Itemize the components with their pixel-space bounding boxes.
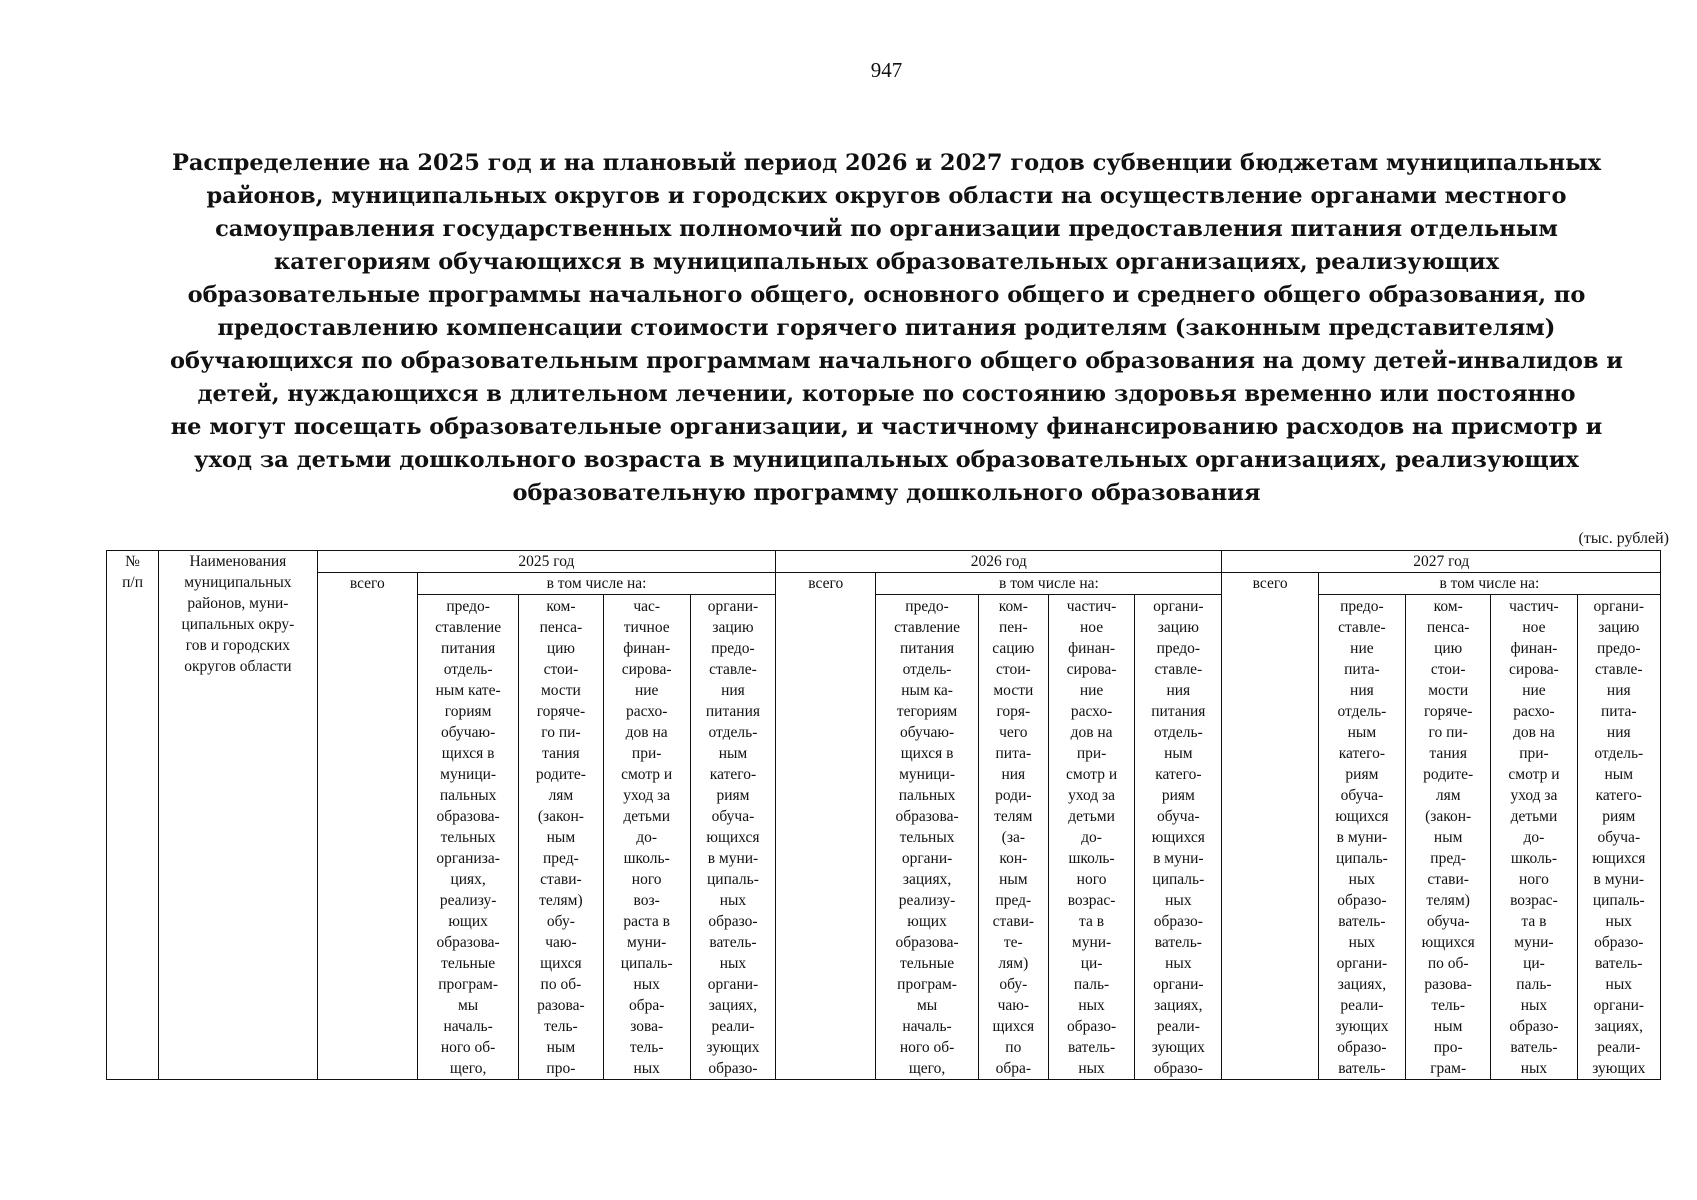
header-including-2025: в том числе на: — [417, 573, 775, 595]
header-year-2026: 2026 год — [776, 551, 1222, 573]
title-line: образовательные программы начального общего, основного общего и среднего общего образования, по — [187, 282, 1586, 308]
title-line: Распределение на 2025 год и на плановый период 2026 и 2027 годов субвенции бюджетам муниципальных — [171, 150, 1602, 176]
title-line: категориям обучающихся в муниципальных образовательных организациях, реализующих — [273, 249, 1500, 275]
header-total-2026: всего — [776, 573, 876, 1080]
title-line: обучающихся по образовательным программам начального общего образования на дому детей-инвалидов и — [170, 348, 1623, 374]
header-total-2027: всего — [1222, 573, 1318, 1080]
header-year-2025: 2025 год — [317, 551, 775, 573]
title-line: образовательную программу дошкольного образования — [512, 480, 1261, 506]
document-title — [170, 147, 1623, 510]
title-line: предоставлению компенсации стоимости горячего питания родителям (законным представителям) — [217, 315, 1556, 341]
subvention-table — [106, 550, 1661, 1080]
header-row-number: № п/п — [107, 551, 159, 1080]
title-line: не могут посещать образовательные организации, и частичному финансированию расходов на присмотр и — [170, 414, 1603, 440]
header-2026-compensation: ком- пен- сацию стои- мости горя- чего пита- ния роди- телям (за- кон- ным пред- стави- те- лям) обу- чаю- щихся по обра- — [978, 595, 1048, 1080]
header-year-2027: 2027 год — [1222, 551, 1661, 573]
header-including-2026: в том числе на: — [876, 573, 1222, 595]
title-line: уход за детьми дошкольного возраста в муниципальных образовательных организациях, реализующих — [194, 447, 1579, 473]
title-line: самоуправления государственных полномочий по организации предоставления питания отдельным — [215, 216, 1558, 242]
header-2026-meals: предо- ставление питания отдель- ным ка- тегориям обучаю- щихся в муници- пальных образова- тельных органи- зациях, реализу- ющих образова- тельные програм- мы началь- ного об- щего, — [876, 595, 978, 1080]
header-2027-compensation: ком- пенса- цию стои- мости горяче- го пи- тания родите- лям (закон- ным пред- стави- телям) обуча- ющихся по об- разова- тель- ным про- грам- — [1406, 595, 1491, 1080]
header-2025-compensation: ком- пенса- цию стои- мости горяче- го пи- тания родите- лям (закон- ным пред- стави- телям) обу- чаю- щихся по об- разова- тель- ным про- — [519, 595, 603, 1080]
header-2025-meals: предо- ставление питания отдель- ным кате- гориям обучаю- щихся в муници- пальных образова- тельных организа- циях, реализу- ющих образова- тельные програм- мы началь- ного об- щего, — [417, 595, 518, 1080]
title-line: детей, нуждающихся в длительном лечении, которые по состоянию здоровья временно или постоянно — [197, 381, 1576, 407]
page-number: 947 — [870, 58, 903, 82]
header-2027-preschool-care: частич- ное финан- сирова- ние расхо- дов на при- смотр и уход за детьми до- школь- ного возрас- та в муни- ци- паль- ных образо- ватель- ных — [1491, 595, 1577, 1080]
header-2027-meals: предо- ставле- ние пита- ния отдель- ным катего- риям обуча- ющихся в муни- ципаль- ных образо- ватель- ных органи- зациях, реали- зующих образо- ватель- — [1318, 595, 1405, 1080]
header-including-2027: в том числе на: — [1318, 573, 1660, 595]
header-municipality-name: Наименования муниципальных районов, муни- ципальных окру- гов и городских округов области — [159, 551, 318, 1080]
header-2025-meal-organization: органи- зацию предо- ставле- ния питания отдель- ным катего- риям обуча- ющихся в муни- ципаль- ных образо- ватель- ных органи- зациях, реали- зующих образо- — [690, 595, 775, 1080]
header-2026-preschool-care: частич- ное финан- сирова- ние расхо- дов на при- смотр и уход за детьми до- школь- ного возрас- та в муни- ци- паль- ных образо- ватель- ных — [1048, 595, 1134, 1080]
header-total-2025: всего — [317, 573, 417, 1080]
header-2025-preschool-care: час- тичное финан- сирова- ние расхо- дов на при- смотр и уход за детьми до- школь- ного воз- раста в муни- ципаль- ных обра- зова- тель- ных — [603, 595, 690, 1080]
units-label: (тыс. рублей) — [1578, 530, 1669, 547]
header-2027-meal-organization: органи- зацию предо- ставле- ния пита- ния отдель- ным катего- риям обуча- ющихся в муни- ципаль- ных образо- ватель- ных органи- зациях, реали- зующих — [1577, 595, 1660, 1080]
title-line: районов, муниципальных округов и городских округов области на осуществление органами местного — [206, 183, 1567, 209]
header-2026-meal-organization: органи- зацию предо- ставле- ния питания отдель- ным катего- риям обуча- ющихся в муни- ципаль- ных образо- ватель- ных органи- зациях, реали- зующих образо- — [1135, 595, 1222, 1080]
